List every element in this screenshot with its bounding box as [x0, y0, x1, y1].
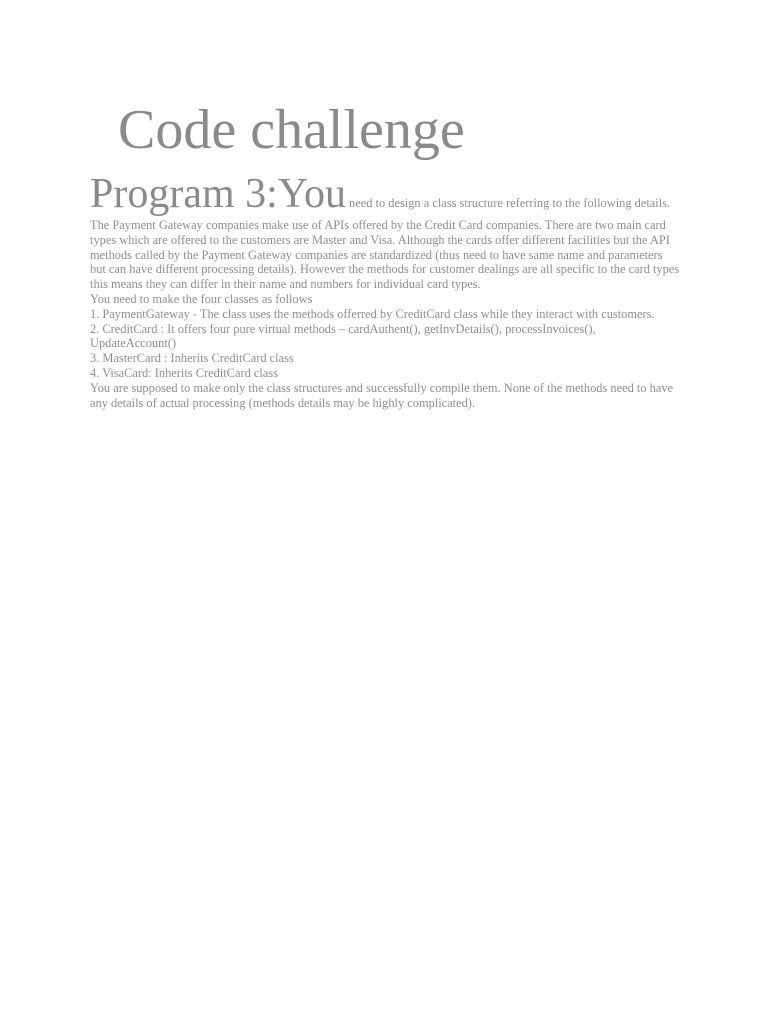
class-item-payment-gateway: 1. PaymentGateway - The class uses the methods offerred by CreditCard class while they interact with customers.: [90, 306, 655, 321]
document-body: [90, 170, 680, 410]
class-item-master-card: 3. MasterCard : Inherits CreditCard class: [90, 351, 294, 366]
classes-intro: You need to make the four classes as follows: [90, 291, 313, 306]
program-statement: [90, 170, 680, 218]
program-heading: Program 3:You: [90, 171, 346, 217]
class-item-credit-card: 2. CreditCard : It offers four pure virtual methods – cardAuthent(), getInvDetails(), processInvoices(), UpdateAccount(): [90, 321, 596, 351]
closing-paragraph: You are supposed to make only the class structures and successfully compile them. None of the methods need to have any details of actual processing (methods details may be highly complicated).: [90, 380, 674, 410]
description-paragraph: The Payment Gateway companies make use of APIs offered by the Credit Card companies. There are two main card types which are offered to the customers are Master and Visa. Although the cards offer different facilities but the API methods called by the Payment Gateway companies are standardized (thus need to have same name and parameters but can have different processing details). However the methods for customer dealings are all specific to the card types this means they can differ in their name and numbers for individual card types.: [90, 218, 680, 292]
document-title: Code challenge: [118, 99, 465, 161]
program-intro: need to design a class structure referring to the following details.: [349, 196, 671, 210]
class-item-visa-card: 4. VisaCard: Inherits CreditCard class: [90, 365, 278, 380]
